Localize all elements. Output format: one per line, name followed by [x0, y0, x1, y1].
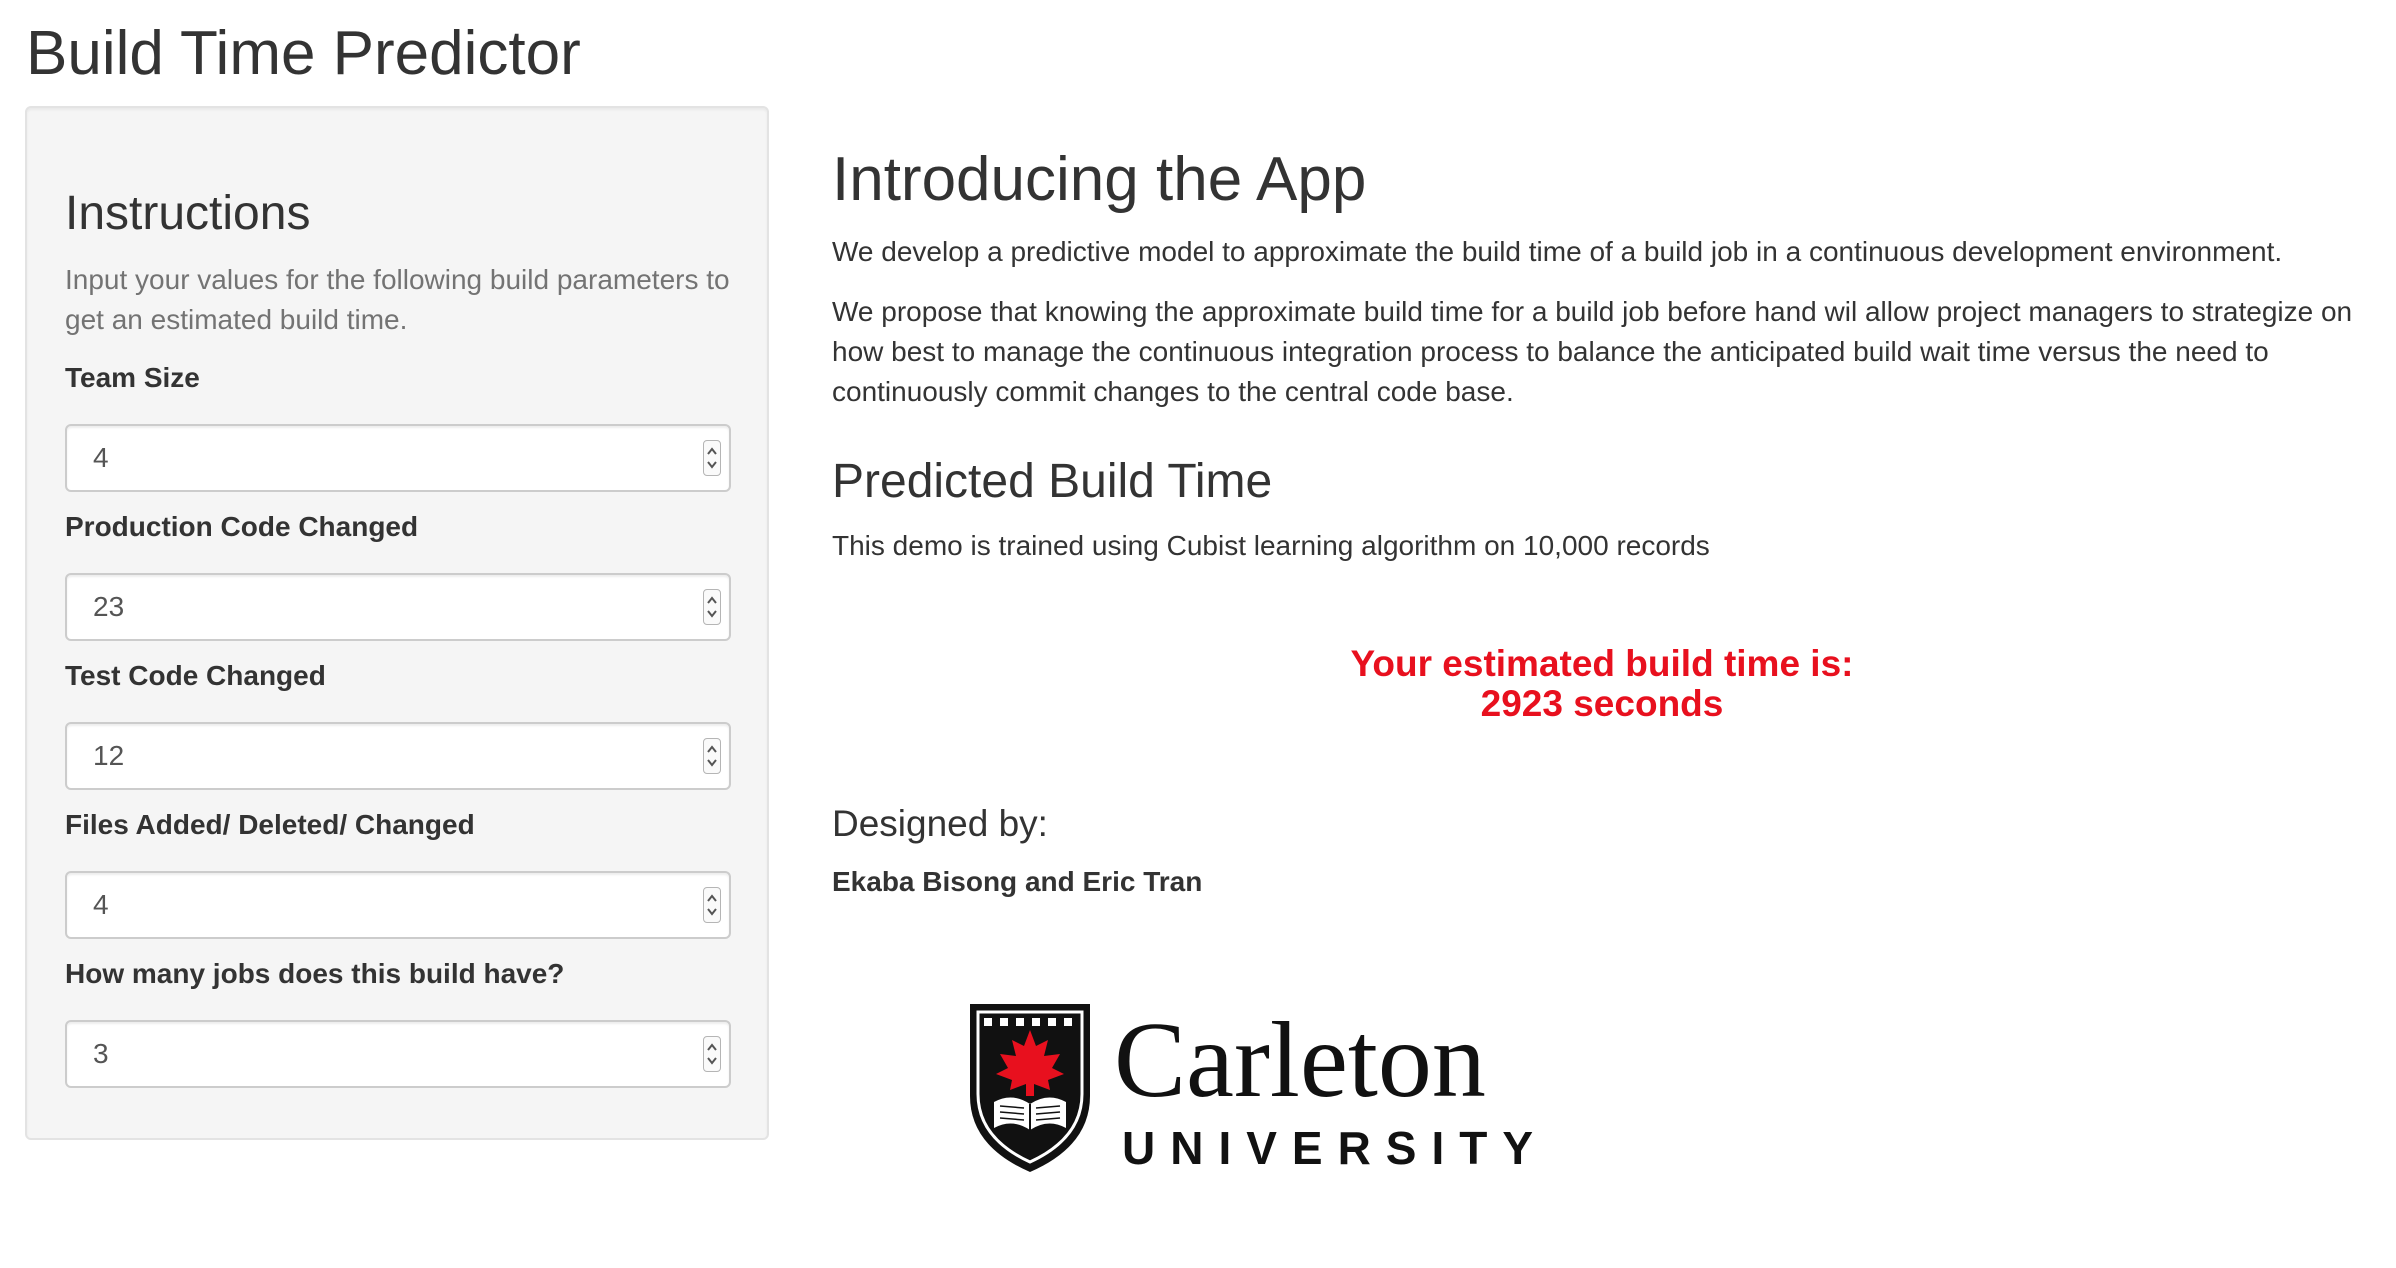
- jobs-count-spinner[interactable]: [703, 1036, 721, 1072]
- estimate-label: Your estimated build time is:: [1350, 643, 1854, 684]
- estimate-value: 2923 seconds: [1480, 683, 1724, 724]
- test-code-value[interactable]: 12: [93, 740, 125, 771]
- authors-text: Ekaba Bisong and Eric Tran: [832, 866, 1203, 897]
- page-title: Build Time Predictor: [26, 19, 581, 88]
- predicted-build-time-heading: Predicted Build Time: [832, 455, 1273, 508]
- team-size-value[interactable]: 4: [93, 442, 109, 473]
- logo-subtitle-text: UNIVERSITY: [1122, 1122, 1549, 1174]
- production-code-spinner[interactable]: [703, 589, 721, 625]
- team-size-label: Team Size: [65, 362, 200, 393]
- files-changed-input[interactable]: [65, 871, 731, 939]
- production-code-value[interactable]: 23: [93, 591, 125, 622]
- shield-crest-icon: [970, 1004, 1090, 1172]
- production-code-label: Production Code Changed: [65, 511, 419, 542]
- files-changed-value[interactable]: 4: [93, 889, 109, 920]
- sidebar-panel: [25, 106, 769, 1140]
- test-code-spinner[interactable]: [703, 738, 721, 774]
- spinner-arrows-icon: [704, 1037, 720, 1071]
- spinner-arrows-icon: [704, 590, 720, 624]
- spinner-arrows-icon: [704, 888, 720, 922]
- intro-paragraph-1: We develop a predictive model to approximate the build time of a build job in a continuous development environment.: [832, 236, 2283, 267]
- model-description: This demo is trained using Cubist learning algorithm on 10,000 records: [832, 530, 1710, 561]
- jobs-count-field: [65, 956, 731, 1088]
- test-code-field: [65, 658, 731, 790]
- files-changed-label: Files Added/ Deleted/ Changed: [65, 809, 475, 840]
- jobs-count-input[interactable]: [65, 1020, 731, 1088]
- team-size-spinner[interactable]: [703, 440, 721, 476]
- instructions-heading: Instructions: [65, 187, 311, 240]
- test-code-label: Test Code Changed: [65, 660, 326, 691]
- files-changed-field: [65, 807, 731, 939]
- intro-heading: Introducing the App: [832, 145, 1367, 214]
- production-code-field: [65, 509, 731, 641]
- team-size-input[interactable]: [65, 424, 731, 492]
- logo-name-text: Carleton: [1114, 1001, 1486, 1120]
- estimate-output: [832, 644, 2372, 724]
- jobs-count-label: How many jobs does this build have?: [65, 958, 565, 989]
- files-changed-spinner[interactable]: [703, 887, 721, 923]
- intro-paragraph-2: We propose that knowing the approximate build time for a build job before hand wil allow project managers to strategize on how best to manage the continuous integration process to balance the anticipated build wait time versus the need to continuously commit changes to the central code base.: [832, 296, 2353, 407]
- spinner-arrows-icon: [704, 739, 720, 773]
- carleton-university-logo: [964, 996, 1584, 1174]
- jobs-count-value[interactable]: 3: [93, 1038, 109, 1069]
- team-size-field: [65, 360, 731, 492]
- spinner-arrows-icon: [704, 441, 720, 475]
- test-code-input[interactable]: [65, 722, 731, 790]
- production-code-input[interactable]: [65, 573, 731, 641]
- instructions-help-text: Input your values for the following build parameters to get an estimated build time.: [65, 264, 730, 335]
- designed-by-heading: Designed by:: [832, 803, 1048, 844]
